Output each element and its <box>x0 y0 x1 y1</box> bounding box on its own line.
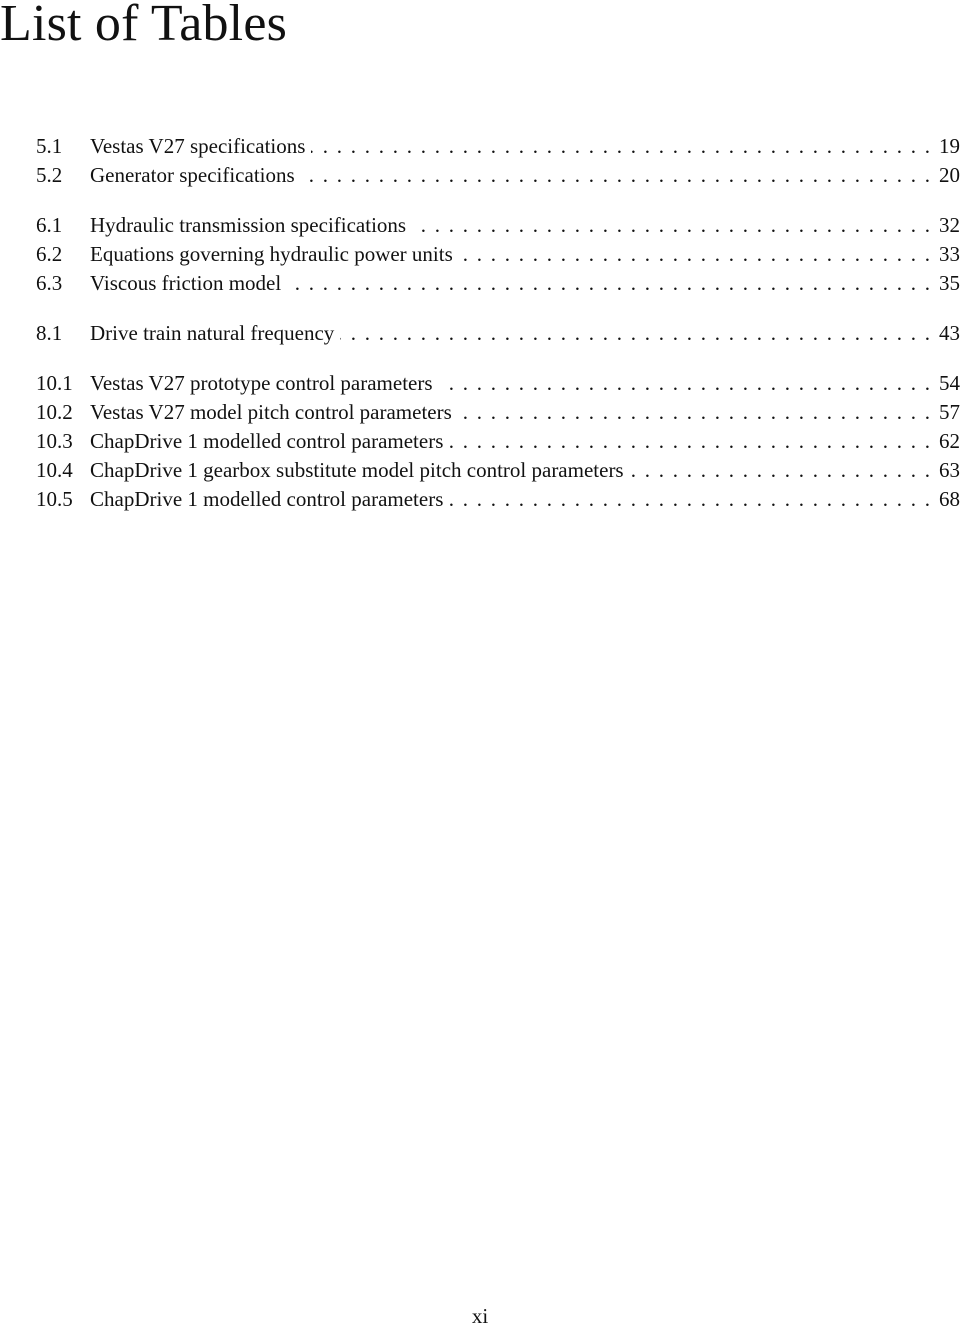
toc-entry-number: 10.5 <box>36 487 73 511</box>
toc-group-chapter-5 <box>36 132 960 190</box>
toc-entry-page: 68 <box>939 487 960 511</box>
toc-entry-label: Viscous friction model <box>90 271 282 295</box>
toc-group-chapter-10 <box>36 369 960 514</box>
toc-entry-page: 62 <box>939 429 960 453</box>
toc-entry[interactable] <box>36 132 960 161</box>
dot-leader <box>630 456 930 485</box>
dot-leader <box>412 211 930 240</box>
toc-entry-page: 43 <box>939 321 960 345</box>
toc-entry-label: ChapDrive 1 gearbox substitute model pitch control parameters <box>90 458 624 482</box>
toc-entry[interactable] <box>36 211 960 240</box>
toc-entry-label: ChapDrive 1 modelled control parameters <box>90 429 444 453</box>
toc-entry[interactable] <box>36 369 960 398</box>
toc-entry[interactable] <box>36 398 960 427</box>
toc-entry[interactable] <box>36 485 960 514</box>
toc-entry-label: Vestas V27 prototype control parameters <box>90 371 433 395</box>
toc-entry[interactable] <box>36 240 960 269</box>
page-number: xi <box>471 1304 489 1328</box>
dot-leader <box>287 269 930 298</box>
toc-entry-label: Drive train natural frequency <box>90 321 335 345</box>
toc-group-chapter-6 <box>36 211 960 298</box>
dot-leader <box>449 485 930 514</box>
dot-leader <box>439 369 930 398</box>
toc-entry[interactable] <box>36 269 960 298</box>
list-of-tables <box>36 132 960 535</box>
dot-leader <box>458 398 930 427</box>
toc-entry-page: 54 <box>939 371 960 395</box>
toc-entry-number: 8.1 <box>36 321 63 345</box>
toc-entry-number: 6.2 <box>36 242 63 266</box>
toc-entry-number: 5.2 <box>36 163 63 187</box>
dot-leader <box>449 427 930 456</box>
toc-entry-page: 20 <box>939 163 960 187</box>
toc-entry[interactable] <box>36 319 960 348</box>
toc-entry-page: 57 <box>939 400 960 424</box>
toc-entry-number: 6.3 <box>36 271 63 295</box>
toc-entry[interactable] <box>36 456 960 485</box>
dot-leader <box>301 161 930 190</box>
toc-entry[interactable] <box>36 161 960 190</box>
toc-entry-number: 10.1 <box>36 371 73 395</box>
toc-entry-label: Generator specifications <box>90 163 295 187</box>
toc-entry-label: Equations governing hydraulic power units <box>90 242 453 266</box>
toc-entry-number: 10.4 <box>36 458 73 482</box>
toc-entry-page: 35 <box>939 271 960 295</box>
toc-entry-number: 6.1 <box>36 213 63 237</box>
dot-leader <box>459 240 930 269</box>
toc-entry-page: 63 <box>939 458 960 482</box>
toc-entry-number: 5.1 <box>36 134 63 158</box>
toc-entry-label: Vestas V27 model pitch control parameters <box>90 400 452 424</box>
toc-group-chapter-8 <box>36 319 960 348</box>
toc-entry-label: ChapDrive 1 modelled control parameters <box>90 487 444 511</box>
toc-entry-number: 10.3 <box>36 429 73 453</box>
toc-entry-number: 10.2 <box>36 400 73 424</box>
toc-entry-page: 19 <box>939 134 960 158</box>
dot-leader <box>311 132 930 161</box>
toc-entry-page: 33 <box>939 242 960 266</box>
toc-entry[interactable] <box>36 427 960 456</box>
dot-leader <box>340 319 930 348</box>
toc-entry-label: Hydraulic transmission specifications <box>90 213 407 237</box>
page-title: List of Tables <box>0 0 288 52</box>
toc-entry-label: Vestas V27 specifications <box>90 134 306 158</box>
toc-entry-page: 32 <box>939 213 960 237</box>
